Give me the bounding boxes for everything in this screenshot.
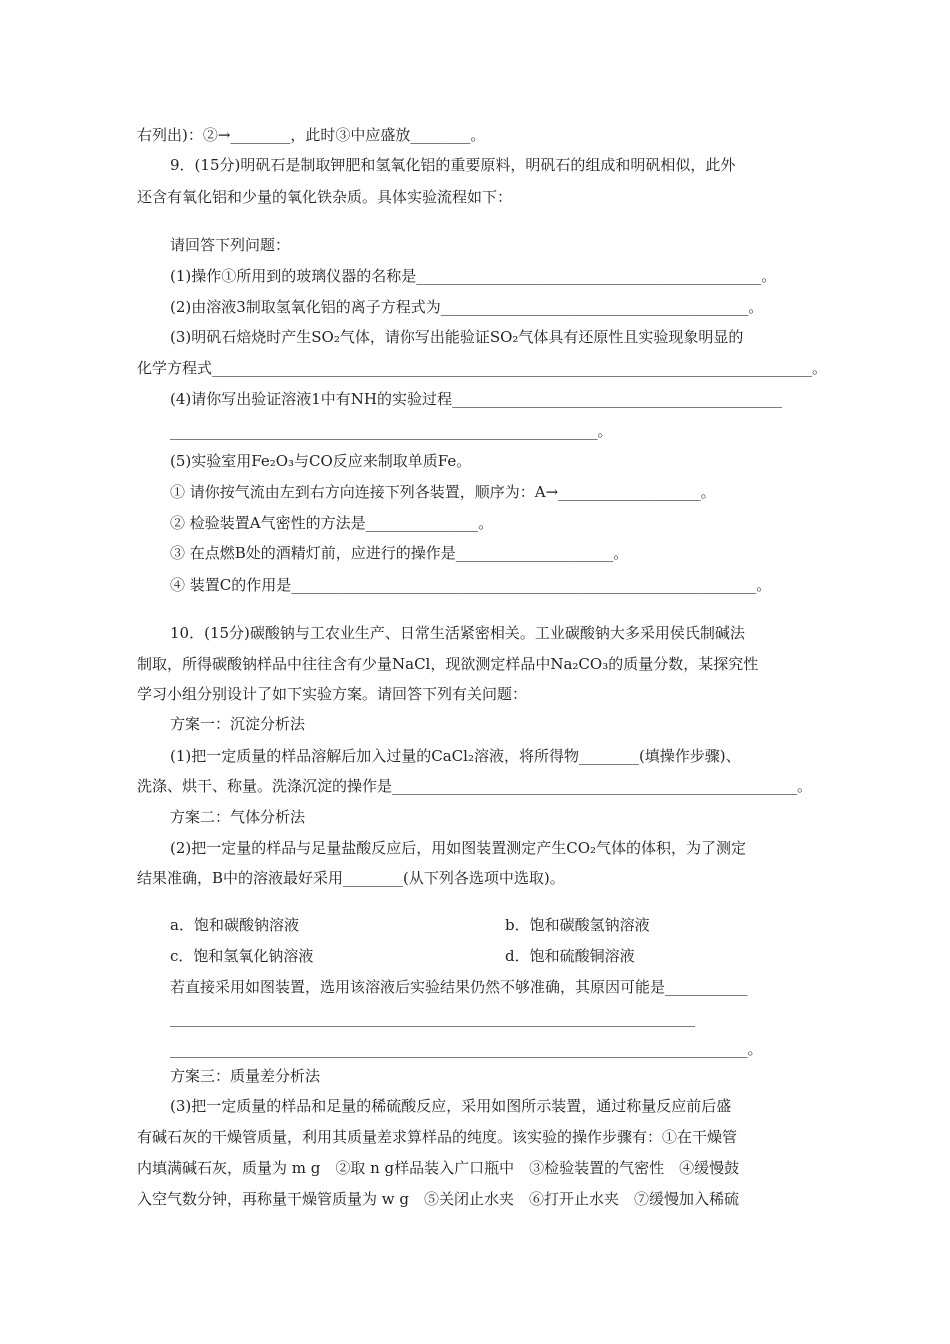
q10-part1: (1)把一定质量的样品溶解后加入过量的CaCl₂溶液，将所得物________(填操作步骤)、 <box>170 747 741 765</box>
q9-part4: (4)请你写出验证溶液1中有NH的实验过程____________________________________________ <box>170 390 782 408</box>
q10-part2: (2)把一定量的样品与足量盐酸反应后，用如图装置测定产生CO₂气体的体积，为了测定 <box>170 839 747 857</box>
q9-part3: (3)明矾石焙烧时产生SO₂气体，请你写出能验证SO₂气体具有还原性且实验现象明显的 <box>170 328 744 346</box>
text-line: 结果准确，B中的溶液最好采用________(从下列各选项中选取)。 <box>137 869 565 887</box>
text-line: 还含有氧化铝和少量的氧化铁杂质。具体实验流程如下： <box>137 188 513 206</box>
option-a: a．饱和碳酸钠溶液 <box>170 916 299 934</box>
text-line: _________________________________________________________。 <box>170 422 613 440</box>
q10-header: 10．(15分)碳酸钠与工农业生产、日常生活紧密相关。工业碳酸钠大多采用侯氏制碱法 <box>170 624 745 642</box>
q9-part2: (2)由溶液3制取氢氧化铝的离子方程式为_________________________________________。 <box>170 298 764 316</box>
plan-one-title: 方案一：沉淀分析法 <box>170 715 306 733</box>
q9-part5-1: ① 请你按气流由左到右方向连接下列各装置，顺序为：A→___________________。 <box>170 483 716 501</box>
text-line: 入空气数分钟，再称量干燥管质量为 w g ⑤关闭止水夹 ⑥打开止水夹 ⑦缓慢加入稀硫 <box>137 1190 739 1208</box>
text-line: 制取，所得碳酸钠样品中往往含有少量NaCl，现欲测定样品中Na₂CO₃的质量分数，某探究性 <box>137 655 759 673</box>
q9-header: 9．(15分)明矾石是制取钾肥和氢氧化铝的重要原料，明矾石的组成和明矾相似，此外 <box>170 156 736 174</box>
q9-part1: (1)操作①所用到的玻璃仪器的名称是______________________________________________。 <box>170 267 777 285</box>
q9-part5-3: ③ 在点燃B处的酒精灯前，应进行的操作是_____________________。 <box>170 544 629 562</box>
q9-part5: (5)实验室用Fe₂O₃与CO反应来制取单质Fe。 <box>170 452 472 470</box>
option-d: d．饱和硫酸铜溶液 <box>505 947 635 965</box>
plan-two-title: 方案二：气体分析法 <box>170 808 306 826</box>
answer-line: ______________________________________________________________________ <box>170 1009 695 1027</box>
plan-three-title: 方案三：质量差分析法 <box>170 1067 321 1085</box>
text-line: 洗涤、烘干、称量。洗涤沉淀的操作是______________________________________________________。 <box>137 777 813 795</box>
q9-part5-2: ② 检验装置A气密性的方法是_______________。 <box>170 514 494 532</box>
text-line: 化学方程式________________________________________________________________________________。 <box>137 359 828 377</box>
option-b: b．饱和碳酸氢钠溶液 <box>505 916 650 934</box>
option-c: c．饱和氢氧化钠溶液 <box>170 947 314 965</box>
q9-part5-4: ④ 装置C的作用是______________________________________________________________。 <box>170 576 772 594</box>
text-line: 有碱石灰的干燥管质量，利用其质量差求算样品的纯度。该实验的操作步骤有：①在干燥管 <box>137 1128 738 1146</box>
text-line: 右列出)：②→________，此时③中应盛放________。 <box>137 126 486 144</box>
text-line: 请回答下列问题： <box>170 236 291 254</box>
text-line: 内填满碱石灰，质量为 m g ②取 n g样品装入广口瓶中 ③检验装置的气密性 ④缓慢鼓 <box>137 1159 740 1177</box>
text-line: 若直接采用如图装置，选用该溶液后实验结果仍然不够准确，其原因可能是___________ <box>170 978 748 996</box>
answer-line: _____________________________________________________________________________。 <box>170 1040 763 1058</box>
text-line: 学习小组分别设计了如下实验方案。请回答下列有关问题： <box>137 685 528 703</box>
q10-part3: (3)把一定质量的样品和足量的稀硫酸反应，采用如图所示装置，通过称量反应前后盛 <box>170 1097 732 1115</box>
